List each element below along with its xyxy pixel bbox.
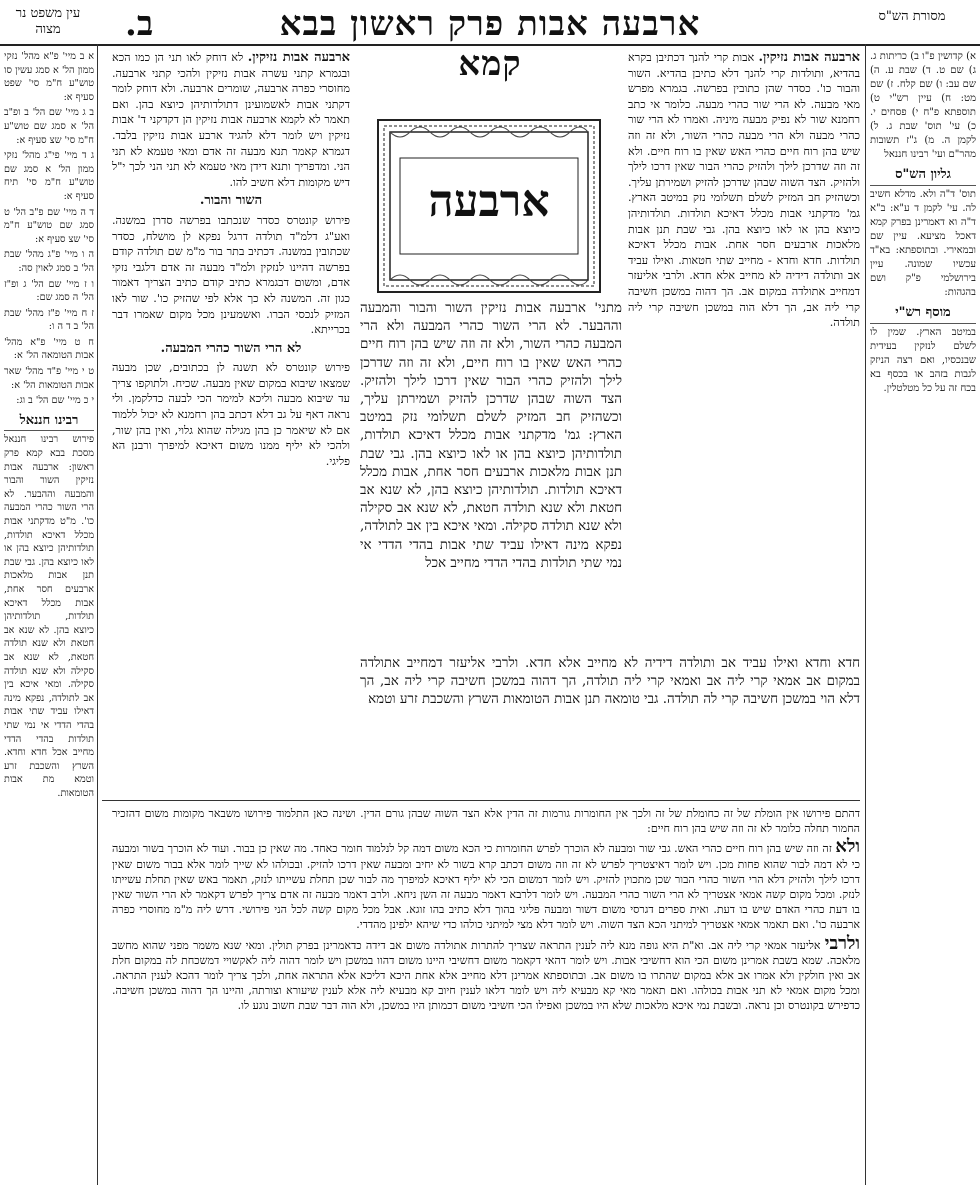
opening-word-frame bbox=[376, 118, 602, 294]
tosafot-intro: דהתם פירושו אין הומלת של זה כחומלת של זה ולכך אין החומרות גורמות זה הדין אלא הצד השוה שבהן גורם הדין. ושינה כאן התלמוד פירושו משבאר מקומות משום דהזכיר החמור תחלה כלומר לא זה וזה שיש בהן רוח חיים: bbox=[112, 807, 860, 836]
musaf-rashi-title: מוסף רש"י bbox=[870, 306, 976, 324]
mishna-gemara-text: מתני' ארבעה אבות נזיקין השור והבור והמבעה וההבער. לא הרי השור כהרי המבעה ולא הרי המבעה כהרי השור, ולא זה וזה שיש בהן רוח חיים כהרי האש שאין בו רוח חיים, ולא זה וזה שדרכן לילך ולהזיק כהרי הבור שאין דרכו לילך ולהזיק. הצד השוה שבהן שדרכן להזיק ושמירתן עליך, וכשהזיק חב המזיק לשלם תשלומי נזק במיטב הארץ: גמ' מדקתני אבות מכלל דאיכא תולדות, תולדותיהן כיוצא בהן או לאו כיוצא בהן. גבי שבת תנן אבות מלאכות ארבעים חסר אחת, אבות מכלל דאיכא תולדות. תולדותיהן כיוצא בהן, לא שנא אב חטאת ולא שנא תולדה חטאת, לא שנא אב סקילה ולא שנא תולדה סקילה. ומאי איכא בין אב לתולדה, נפקא מינה דאילו עביד שתי אבות בהדי הדדי אי נמי שתי תולדות בהדי הדדי מחייב אכל bbox=[360, 301, 622, 571]
column-divider bbox=[97, 44, 98, 1185]
gilyon-hashas: תוס' ד"ה ולא. מדלא חשיב לה. עי' לקמן ד ע"א: ב"א ד"ה וא דאמרינן בפרק קמא דאכל מציעא. עיין שם ובמאירי. ובתוספתא: בא"ד עכשיו שמונה. עיין בירושלמי פ"ק ושם בהגהות: bbox=[870, 189, 976, 298]
ein-mishpat-label: עין משפט נר מצוה bbox=[15, 6, 81, 37]
daf-number: ב. bbox=[125, 4, 154, 44]
tosafot-paragraph bbox=[112, 836, 860, 932]
column-divider bbox=[865, 44, 866, 1185]
masoret-hashas: א) קדושין פ"ו ב) כריתות ג. ג) שם ט. ד) שבת ע. ה) שם עב: ו) שם קלח. ז) שם מט: ח) עיין רש"י ט) תוספתא פ"ח י) פסחים י. כ) עי' תוס' שבת ג. ל) לקמן ה. מ) ג"ז תשובות מהר"ם ועי' רבינו חננאל bbox=[870, 51, 976, 160]
ein-mishpat-entry: א ב מיי' פ"א מהל' נזקי ממון הל' א סמג עשין סו טוש"ע ח"מ סי' שפט סעיף א: bbox=[4, 51, 94, 103]
page-title: ארבעה אבות פרק ראשון בבא קמא bbox=[279, 4, 701, 84]
gemara-text-center bbox=[360, 300, 622, 650]
bottom-tosafot bbox=[112, 806, 860, 1180]
ein-mishpat-entry: י כ מיי' שם הל' ב וג: bbox=[16, 395, 94, 407]
gemara-text-wide bbox=[360, 655, 860, 795]
rabbeinu-chananel-text: פירוש רבינו חננאל מסכת בבא קמא פרק ראשון: ארבעה אבות נזיקין השור והבור והמבעה וההבער. לא הרי השור כהרי המבעה כו'. מ"ט מדקתני אבות מכלל דאיכא תולדות, תולדותיהן כיוצא בהן או לאו כיוצא בהן. גבי שבת תנן אבות מלאכות ארבעים חסר אחת, אבות מכלל דאיכא תולדות, תולדותיהן כיוצא בהן. לא שנא אב חטאת ולא שנא תולדה חטאת, לא שנא אב סקילה ולא שנא תולדה סקילה. ומאי איכא בין אב לתולדה, נפקא מינה דאילו עביד שתי אבות בהדי הדדי אי נמי שתי תולדות בהדי הדדי מחייב אכל חדא וחדא. השרץ והשכבת זרע וטמא מת אבות הטומאות. bbox=[4, 434, 94, 799]
tosafot-lead: ארבעה אבות נזיקין. bbox=[247, 50, 350, 65]
tosafot-lead-word: ולא bbox=[835, 836, 860, 858]
rashi-lead: ארבעה אבות נזיקין. bbox=[758, 50, 860, 65]
opening-word: ארבעה bbox=[428, 176, 550, 227]
tosafot-text: לא דוחק לאו תני הן כמו הכא ובגמרא קתני עשרה אבות נזיקין ולהכי קתני ארבעה. מחוסרי כפרה ארבעה, שומרים ארבעה. ולא דוחק לומר דקתני אבות לאשמועינן דתולדותיהן כיוצא בהן. ואם תאמר לא לקמא ארבעה אבות נזיקין הן דקדקני ד' אבות נזיקין ויש לומר דלא להגיד ארבע אבות נזיקין בלבד. דגמרא קאמר תנא מבעה זה אדם ומאי טעמא לא תני הני. ומדפריך ותנא דידן מאי טעמא לא תני הני לכך י"ל דיש מקומות דלא חשיב להו. bbox=[112, 51, 350, 189]
tosafot-column bbox=[112, 50, 350, 795]
ein-mishpat-list bbox=[4, 50, 94, 408]
ein-mishpat-entry: ד ה מיי' שם פ"ב הל' ט סמג שם טוש"ע ח"מ סי' שצ סעיף א: bbox=[4, 206, 94, 245]
rabbeinu-chananel-title: רבינו חננאל bbox=[4, 414, 94, 432]
ein-mishpat-entry: ט י מיי' פ"ד מהל' שאר אבות הטומאות הל' א: bbox=[4, 366, 94, 391]
tosafot-dibur-hamatchil: לא הרי השור כהרי המבעה. bbox=[160, 340, 302, 356]
ein-mishpat-entry: ח ט מיי' פ"א מהל' אבות הטומאה הל' א: bbox=[4, 336, 94, 362]
rashi-column bbox=[628, 50, 860, 650]
tosafot-paragraph-text: זה וזה שיש בהן רוח חיים כהרי האש. גבי שור ומבעה לא הוכרך לפרש החומרות כי הכא משום דמה קל לנלמוד חומר כאחד. מה שאין כן בבור. ועוד לא הוכרך בשור ומבעה כי לא דמה לבור שהוא פחות מכן. ויש לומר דאיצטריך לפרש לא זה וזה משום דכתב קרא בשור לא יחיב ומבעה שאין דרכו להזיק. ובכולהו לא שייך לומר אלא בבור משום שאין דרכו לילך ולהזיק דלא הרי השור כהרי הבור שכן מתכוין להזיק. ויש לומר דמשום הכי לא יליף דאיכא למיפרך מה לבור שכן תחלת עשייתו לנזק, תאמר באש שאין תחלת עשייתו לנזק. ומכל מקום קשה אמאי אצטריך לא הרי השור כהרי המבעה. ויש לומר דלרבא דאמר מבעה זה השן ניחא. ולרב דאמר מבעה זה אדם צריך לפרש דקאמר לא הרי השור שאין בו דעת כהרי האדם שיש בו דעת. ואית ספרים דגרסי משום דשור ומבעה פליגי בהוך דלא כתיב בהו זוגא. אבל מכל מקום קשה לכל הני פירושי. דרש ליה מ"מ מחוסרי כפרה ארבעה כו'. ואם תאמר אמאי אצטריך למיתני הכא הצד השוה. ויש לומר דלא מצי למיתני כולהו כדי שיהא ילפינן מהדדי. bbox=[112, 842, 860, 932]
masoret-label: מסורת הש"ס bbox=[878, 9, 946, 24]
tosafot-section: פירוש קונטרס לא תשנה לן בכתובים, שכן מבעה שמצאו שיבוא במקום שאין מבעה. שכיח. ולתוקפו צריך עד שיבוא מבעה וליכא למימר הכי לבעה כדלקמן. ולי נראה דאף על גב דלא דכתב בהן רחמנא לא יכול ללמוד אם לא שיאמר כן בהן מגילה שהוא גלוי, ואין בהן שור, ולהכי לא יליף ממנו משום דאיכא למיפרך ורבנן הא פליגי. bbox=[112, 361, 350, 468]
ein-mishpat-entry: ב ג מיי' שם הל' ב ופ"ב הל' א סמג שם טוש"ע ח"מ סי' שצ סעיף א: bbox=[4, 107, 94, 146]
tosafot-paragraph bbox=[112, 932, 860, 1014]
tosafot-paragraph-text: אליעזר אמאי קרי ליה אב. וא"ת היא גופה מנא ליה לענין התראה שצריך להתרות אתולדה משום אב דידה כדאמרינן בפרק תולין. ומאי שנא משמר מפני שהוא מחשב מלאכה. שמא בשבת אמרינן משום הכי הוא דחשיבי אבות. ויש לומר דהאי דקאמר משום דחשיבי היינו משום דהוו במשכן ויש לומר דהוה ליה לאקשויי דמשכחת לה במקום חלת אב ואין חולקין ולא אמרו אב אלא במקום שהתרו בו משום אב. ובתוספתא אמרינן דלא מחייב אלא אחת היכא דליכא אלא התראה אחת, ולכך צריך לומר דהכא לענין התראה. ומכל מקום אמאי לא תני אבות בכולהו. ואם תאמר מאי קא מבעיא ליה ויש לומר דלאו לענין חיוב קא מבעיא ליה אלא לענין שיעורא וצורתה, והיינו הך דהוה במשכן חשיבה. כדפירש בקונטרס וכן נראה. ובשבת נמי איכא מלאכות שלא היו במשכן ואפילו הכי חשיבי משום דכמותן היו במשכן, ולא הוה דבר שבת חשוב נוגע לו. bbox=[112, 938, 860, 1013]
rashi-text: אבות קרי להנך דכתיבן בקרא בהדיא, ותולדות קרי להנך דלא כתיבן בהדיא. השור והבור כו'. כסדר שהן כתובין בפרשה. בגמרא מפרש מאי מבעה. לא הרי שור כהרי מבעה. כלומר אי כתב רחמנא שור לא נפיק מבעה מיניה. ואמרו לא הרי שור כהרי מבעה ולא הרי מבעה כהרי השור, ולא זה וזה שיש בהן רוח חיים כהרי האש שאין בו רוח חיים. ולא זה וזה שדרכן לילך ולהזיק כהרי הבור שאין דרכו לילך ולהזיק. הצד השוה שבהן שדרכן להזיק ושמירתן עליך. וכשהזיק חב המזיק לשלם תשלומי נזק במיטב הארץ. גמ' מדקתני אבות מכלל דאיכא תולדות. תולדותיהן כיוצא בהן או לאו כיוצא בהן. גבי שבת תנן אבות מלאכות ארבעים חסר אחת. אבות מכלל דאיכא תולדות. חדא וחדא - מחייב שתי חטאות. ואילו עביד אב ותולדה דידיה לא מחייב אלא חדא. ולרבי אליעזר דמחייב אתולדה במקום אב. הך דהוה במשכן חשיבה קרי ליה אב, הך דלא הוה במשכן חשיבה קרי ליה תולדה. bbox=[628, 51, 860, 330]
gemara-continuation: חדא וחדא ואילו עביד אב ותולדה דידיה לא מחייב אלא חדא. ולרבי אליעזר דמחייב אתולדה במקום אב אמאי קרי ליה אב ואמאי קרי ליה תולדה, הך דהוה במשכן חשיבה קרי ליה אב, הך דלא הוי במשכן חשיבה קרי לה תולדה. גבי טומאה תנן אבות הטומאות השרץ והשכבת זרע וטמא bbox=[360, 656, 860, 708]
tosafot-lead-word: ולרבי bbox=[824, 932, 860, 954]
ein-mishpat-entry: ה ו מיי' פ"ג מהל' שבת הל' ב סמג לאוין סה: bbox=[4, 249, 94, 274]
left-margin bbox=[4, 50, 94, 1180]
ein-mishpat-entry: ו ז מיי' שם הל' ג ופ"ז הל' ה סמג שם: bbox=[4, 278, 94, 304]
tosafot-dibur-hamatchil: השור והבור. bbox=[199, 193, 263, 209]
ein-mishpat-entry: ז ח מיי' פ"ז מהל' שבת הל' ב ד ה ו: bbox=[4, 307, 94, 333]
musaf-rashi: במיטב הארץ. שמין לו לשלם לנזקין בעידית שבנכסיו, ואם רצה הניזק לגבות בזהב או בכסף בא בכח זה על כל מטלטלין. bbox=[870, 327, 976, 394]
tosafot-section: פירוש קונטרס כסדר שנכתבו בפרשה סדרן במשנה. ואע"ג דלמ"ד תולדה דרגל נפקא לן מושלח, כסדר שכתובין במשנה. דכתיב בתר בור מ"מ שם תולדה קודם בפרשה דהיינו לנזקין ולמ"ד מבעה זה אדם דלגבי נזקי אדם, ומשום דבגמרא כתיב קודם כתיב הצריך דאמור כגון זה. המשנה לא כך אלא לפי שהזיק כו'. שור לאו המזיק לנכסי הברו. ואשמעינן מכל מקום שאמרו דבר בכרייתא. bbox=[112, 213, 350, 337]
section-divider bbox=[102, 800, 860, 801]
ein-mishpat-entry: ג ד מיי' פי"ג מהל' נזקי ממון הל' א סמג שם טוש"ע ח"מ סי' תיח סעיף א: bbox=[4, 150, 94, 202]
right-margin bbox=[870, 50, 976, 1180]
gilyon-title: גליון הש"ס bbox=[870, 168, 976, 186]
